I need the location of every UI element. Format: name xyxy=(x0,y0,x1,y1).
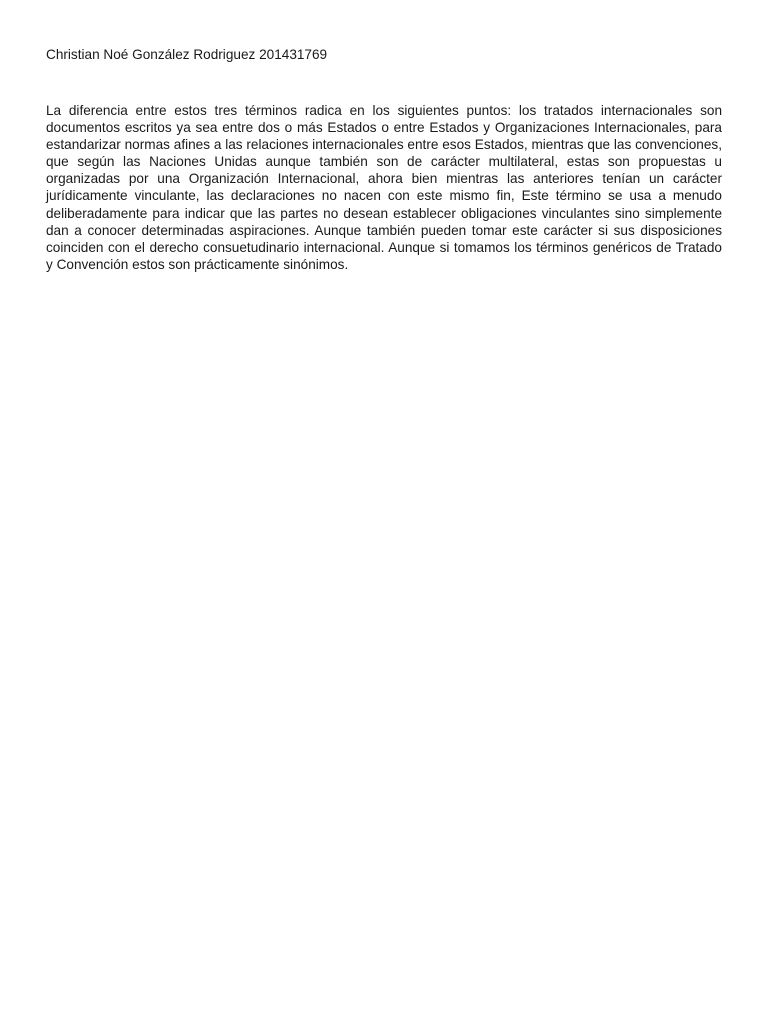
body-paragraph: La diferencia entre estos tres términos radica en los siguientes puntos: los tratados internacionales son documentos escritos ya sea entre dos o más Estados o entre Estados y Organizaciones Internacionales, para estandarizar normas afines a las relaciones internacionales entre esos Estados, mientras que las convenciones, que según las Naciones Unidas aunque también son de carácter multilateral, estas son propuestas u organizadas por una Organización Internacional, ahora bien mientras las anteriores tenían un carácter jurídicamente vinculante, las declaraciones no nacen con este mismo fin, Este término se usa a menudo deliberadamente para indicar que las partes no desean establecer obligaciones vinculantes sino simplemente dan a conocer determinadas aspiraciones. Aunque también pueden tomar este carácter si sus disposiciones coinciden con el derecho consuetudinario internacional. Aunque si tomamos los términos genéricos de Tratado y Convención estos son prácticamente sinónimos. xyxy=(46,103,722,272)
author-line: Christian Noé González Rodriguez 201431769 xyxy=(46,47,328,62)
